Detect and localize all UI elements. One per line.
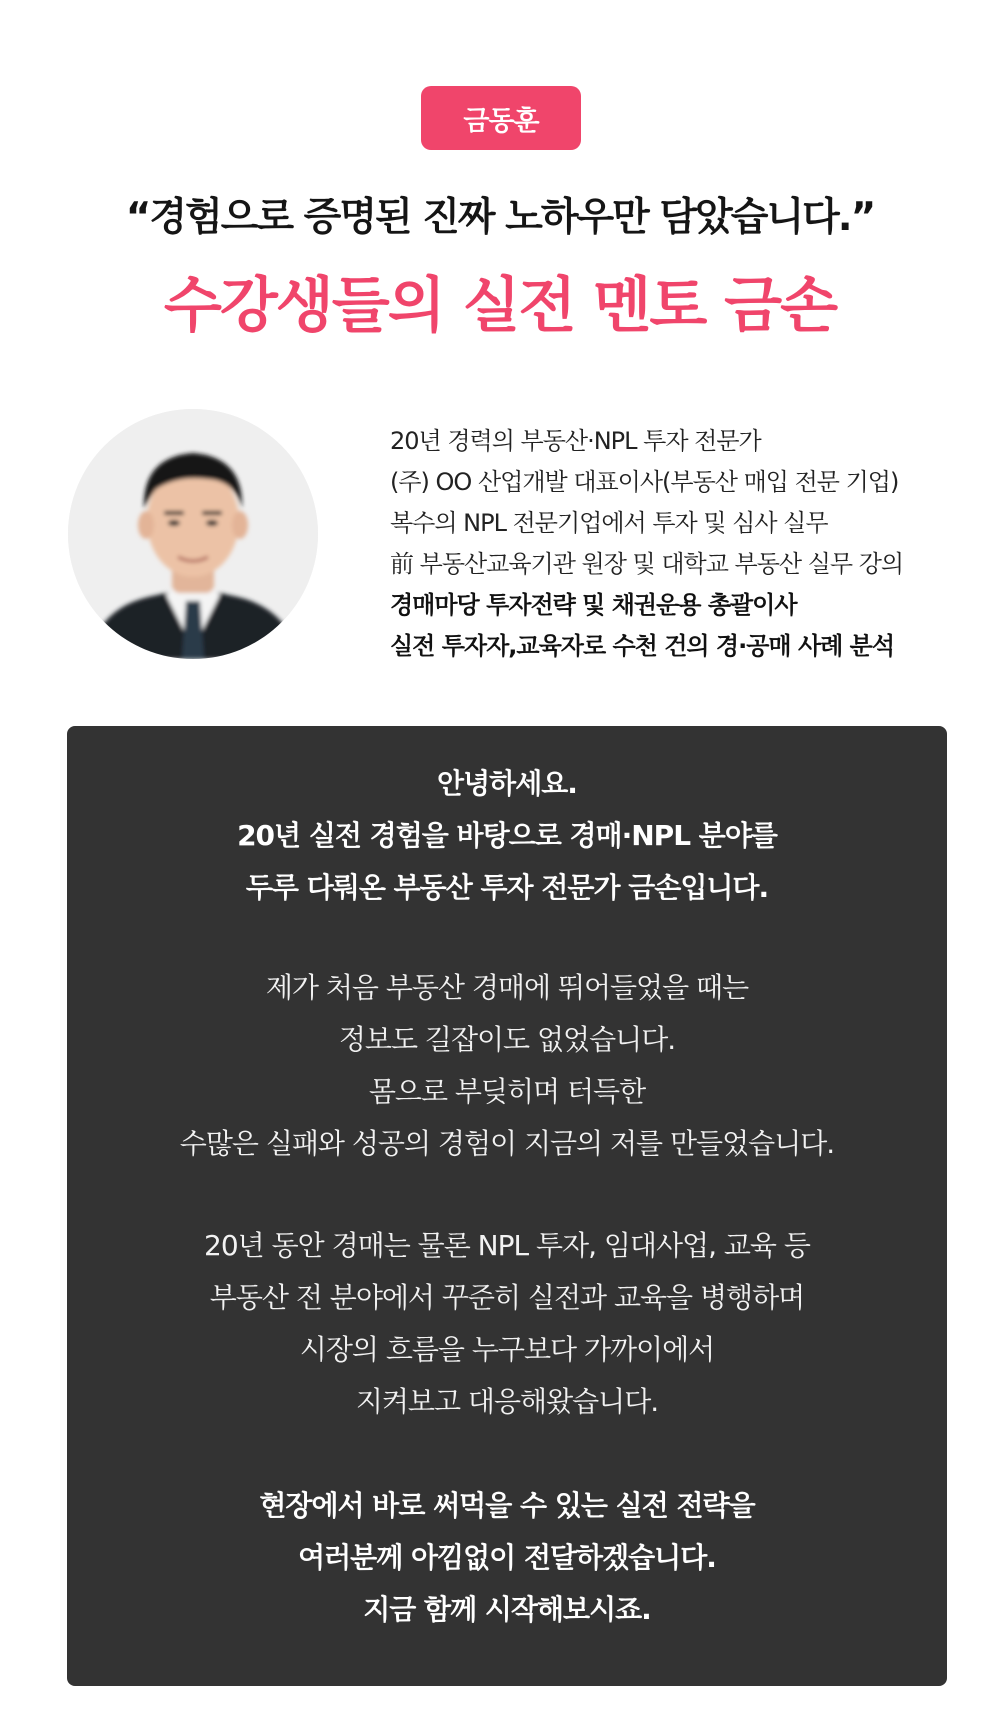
quote-heading: “경험으로 증명된 진짜 노하우만 담았습니다.” <box>125 195 875 240</box>
message-line: 여러분께 아낌없이 전달하겠습니다. <box>298 1541 716 1574</box>
career-paragraph <box>67 1220 947 1428</box>
profile-line: (주) OO 산업개발 대표이사(부동산 매입 전문 기업) <box>390 468 899 496</box>
message-line: 몸으로 부딪히며 터득한 <box>368 1075 646 1108</box>
profile-photo-icon <box>68 409 318 659</box>
mentor-headline: 수강생들의 실전 멘토 금손 <box>163 271 837 341</box>
profile-details <box>390 421 990 667</box>
profile-line-highlight: 경매마당 투자전략 및 채권운용 총괄이사 <box>390 591 797 619</box>
name-badge: 금동훈 <box>421 86 581 150</box>
message-line: 안녕하세요. <box>437 767 577 800</box>
message-panel <box>67 726 947 1686</box>
profile-line: 前 부동산교육기관 원장 및 대학교 부동산 실무 강의 <box>390 550 904 578</box>
closing-paragraph <box>67 1480 947 1636</box>
intro-paragraph <box>67 758 947 914</box>
profile-line: 복수의 NPL 전문기업에서 투자 및 심사 실무 <box>390 509 828 537</box>
message-line: 정보도 길잡이도 없었습니다. <box>338 1023 676 1056</box>
message-line: 수많은 실패와 성공의 경험이 지금의 저를 만들었습니다. <box>179 1127 835 1160</box>
message-line: 지금 함께 시작해보시죠. <box>363 1593 651 1626</box>
message-line: 부동산 전 분야에서 꾸준히 실전과 교육을 병행하며 <box>209 1281 805 1314</box>
message-line: 현장에서 바로 써먹을 수 있는 실전 전략을 <box>259 1489 755 1522</box>
message-line: 시장의 흐름을 누구보다 가까이에서 <box>299 1333 715 1366</box>
message-line: 20년 동안 경매는 물론 NPL 투자, 임대사업, 교육 등 <box>204 1229 810 1262</box>
story-paragraph <box>67 962 947 1170</box>
profile-line: 20년 경력의 부동산·NPL 투자 전문가 <box>390 427 761 455</box>
message-line: 20년 실전 경험을 바탕으로 경매·NPL 분야를 <box>237 819 777 852</box>
avatar <box>68 409 318 659</box>
message-line: 제가 처음 부동산 경매에 뛰어들었을 때는 <box>265 971 749 1004</box>
message-line: 두루 다뤄온 부동산 투자 전문가 금손입니다. <box>245 871 769 904</box>
message-line: 지켜보고 대응해왔습니다. <box>355 1385 659 1418</box>
profile-line-highlight: 실전 투자자,교육자로 수천 건의 경·공매 사례 분석 <box>390 632 895 660</box>
